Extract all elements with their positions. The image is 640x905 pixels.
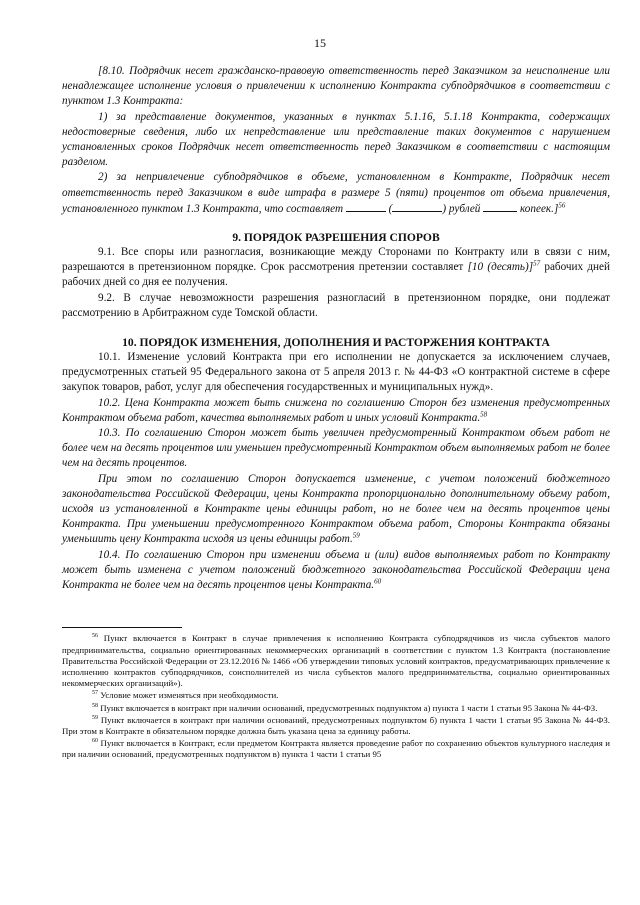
clause-8-10-item-2 [62, 170, 610, 217]
amount-words-blank [392, 201, 442, 212]
clause-10-3-continued [62, 472, 610, 548]
kopeck-blank [483, 201, 517, 212]
clause-8-10-item-1: 1) за представление документов, указанных в пунктах 5.1.16, 5.1.18 Контракта, содержащих недостоверные сведения, либо их непредставление или представление таких документов с нарушением установленных сроков Подрядчик несет ответственность перед Заказчиком в соответствии с настоящим разделом. [62, 110, 610, 169]
clause-9-1-days: [10 (десять)] [467, 261, 534, 274]
section-10-heading: 10. ПОРЯДОК ИЗМЕНЕНИЯ, ДОПОЛНЕНИЯ И РАСТОРЖЕНИЯ КОНТРАКТА [122, 336, 550, 350]
footnote [62, 703, 610, 714]
rub-close: ) рублей [442, 202, 481, 215]
clause-10-4-text: 10.4. По соглашению Сторон при изменении объема и (или) видов выполняемых работ по Контракту может быть изменена с учетом положений бюджетного законодательства Российской Федерации цена Контракта не более чем на десять процентов цены Контракта. [62, 548, 610, 592]
amount-blank [346, 201, 386, 212]
clause-10-2 [62, 396, 610, 426]
clause-8-10-intro: [8.10. Подрядчик несет гражданско-правовую ответственность перед Заказчиком за неисполнение или ненадлежащее исполнение условия о привлечении к исполнению Контракта субподрядчиков в соответствии с пунктом 1.3 Контракта: [62, 65, 610, 108]
footnote-text: Пункт включается в Контракт, если предметом Контракта является проведение работ по сохранению объектов культурного наследия и при наличии оснований, предусмотренных подпунктом в) пункта 1 части 1 статьи 95 [62, 738, 610, 760]
clause-9-1 [62, 245, 610, 291]
footnote-number: 60 [92, 738, 98, 745]
footnote-text: Пункт включается в контракт при наличии оснований, предусмотренных подпунктом б) пункта 1 части 1 статьи 95 Закона № 44-ФЗ. При этом в Контракте в обязательном порядке должна быть указана цена за единицу работы. [62, 714, 611, 736]
page-number: 15 [314, 36, 326, 50]
clause-9-1-tail: рабочих дней рабочих дней со дня ее получения. [62, 261, 610, 289]
footnote-number: 57 [92, 690, 98, 697]
clause-10-3: 10.3. По соглашению Сторон может быть увеличен предусмотренный Контрактом объем работ не более чем на десять процентов или уменьшен предусмотренный Контрактом объем выполняемых работ не более чем на десять процентов. [62, 427, 610, 470]
footnote-text: Условие может изменяться при необходимости. [100, 690, 279, 701]
footnote-ref-59: 59 [352, 531, 360, 540]
footnote-separator [62, 627, 182, 628]
rub-open: ( [388, 202, 393, 215]
document-body [62, 64, 610, 762]
clause-9-1-text: 9.1. Все споры или разногласия, возникающие между Сторонами по Контракту или в связи с ним, разрешаются в претензионном порядке. Срок рассмотрения претензии составляет [62, 246, 610, 274]
clause-10-2-text: 10.2. Цена Контракта может быть снижена по соглашению Сторон без изменения предусмотренных Контрактом объема работ, качества выполняемых работ и иных условий Контракта. [62, 396, 610, 424]
footnote [62, 738, 610, 760]
clause-10-4 [62, 548, 610, 594]
footnote [62, 715, 610, 737]
footnote-text: Пункт включается в контракт при наличии оснований, предусмотренных подпунктом а) пункта 1 части 1 статьи 95 Закона № 44-ФЗ. [100, 702, 598, 713]
footnote [62, 690, 610, 701]
clause-10-3-continued-text: При этом по соглашению Сторон допускается изменение, с учетом положений бюджетного законодательства Российской Федерации, цены Контракта пропорционально дополнительному объему работ, исходя из установленной в Контракте цены единицы работ, но не более чем на десять процентов цены Контракта. При уменьшении предусмотренного Контрактом объема работ, Стороны Контракта обязаны уменьшить цену Контракта исходя из цены единицы работ. [62, 472, 610, 546]
footnotes [62, 633, 610, 760]
footnote-number: 59 [92, 714, 98, 721]
footnote-number: 56 [92, 633, 98, 640]
footnote-ref-58: 58 [480, 410, 488, 419]
footnote [62, 633, 610, 689]
footnote-ref-60: 60 [374, 577, 382, 586]
clause-10-1: 10.1. Изменение условий Контракта при его исполнении не допускается за исключением случаев, предусмотренных статьей 95 Федерального закона от 5 апреля 2013 г. № 44-ФЗ «О контрактной системе в сфере закупок товаров, работ, услуг для обеспечения государственных и муниципальных нужд». [62, 351, 610, 394]
clause-8-10-item-2-text: 2) за непривлечение субподрядчиков в объеме, установленном в Контракте, Подрядчик несет ответственность перед Заказчиком в виде штрафа в размере 5 (пяти) процентов от объема привлечения, установленного пунктом 1.3 Контракта, что составляет [62, 171, 610, 215]
footnote-ref-56: 56 [558, 201, 566, 210]
clause-9-2: 9.2. В случае невозможности разрешения разногласий в претензионном порядке, они подлежат рассмотрению в Арбитражном суде Томской области. [62, 291, 610, 319]
footnote-ref-57: 57 [533, 259, 541, 268]
kopeck-text: копеек.] [520, 202, 559, 215]
footnote-text: Пункт включается в Контракт в случае привлечения к исполнению Контракта субподрядчиков из числа субъектов малого предпринимательства, социально ориентированных некоммерческих организаций в соответствии с пунктом 1.3 Контракта (постановление Правительства Российской Федерации от 23.12.2016 № 1466 «Об утверждении типовых условий контрактов, предусматривающих привлечение к исполнению контрактов субподрядчиков, соисполнителей из числа субъектов малого предпринимательства, социально ориентированных некоммерческих организаций»). [62, 633, 610, 689]
footnote-number: 58 [92, 702, 98, 709]
section-9-heading: 9. ПОРЯДОК РАЗРЕШЕНИЯ СПОРОВ [232, 231, 440, 245]
